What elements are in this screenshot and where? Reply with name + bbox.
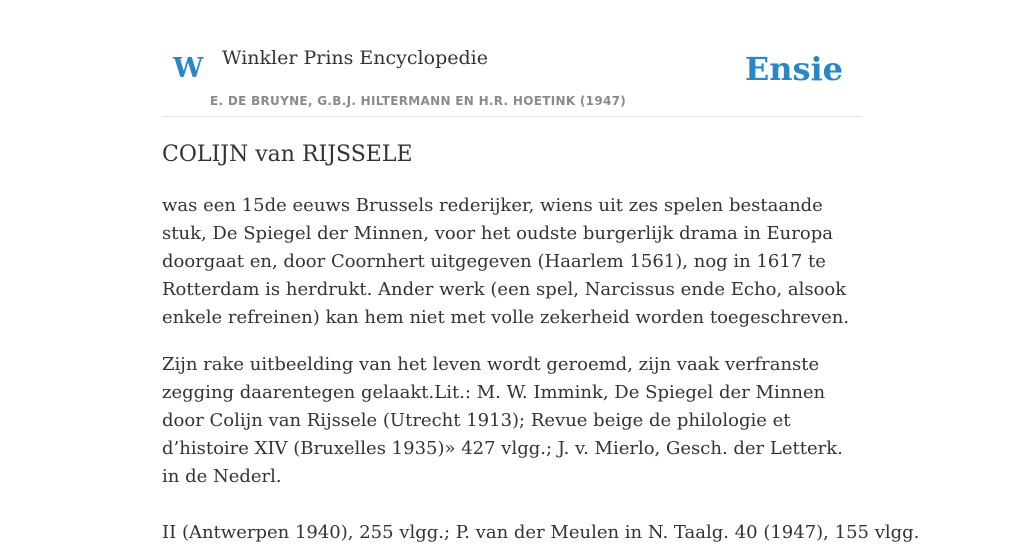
article-paragraph: II (Antwerpen 1940), 255 vlgg.; P. van der Meulen in N. Taalg. 40 (1947), 155 vlgg.	[162, 522, 920, 543]
site-logo[interactable]: W	[173, 53, 204, 84]
site-header	[162, 0, 862, 117]
article-body	[162, 138, 920, 547]
brand-logo[interactable]: Ensie	[744, 50, 843, 88]
article-authors: E. DE BRUYNE, G.B.J. HILTERMANN EN H.R. HOETINK (1947)	[210, 94, 627, 108]
article-paragraph: Zijn rake uitbeelding van het leven wordt geroemd, zijn vaak verfranste zegging daarentegen gelaakt.Lit.: M. W. Immink, De Spiegel der Minnen door Colijn van Rijssele (Utrecht 1913); Revue beige de philologie et d’histoire XIV (Bruxelles 1935)» 427 vlgg.; J. v. Mierlo, Gesch. der Letterk. in de Nederl.	[162, 354, 843, 487]
article-title: COLIJN van RIJSSELE	[162, 142, 413, 167]
article-paragraph: was een 15de eeuws Brussels rederijker, wiens uit zes spelen bestaande stuk, De Spiegel der Minnen, voor het oudste burgerlijk drama in Europa doorgaat en, door Coornhert uitgegeven (Haarlem 1561), nog in 1617 te Rotterdam is herdrukt. Ander werk (een spel, Narcissus ende Echo, alsook enkele refreinen) kan hem niet met volle zekerheid worden toegeschreven.	[162, 195, 850, 328]
site-title[interactable]: Winkler Prins Encyclopedie	[222, 47, 488, 69]
